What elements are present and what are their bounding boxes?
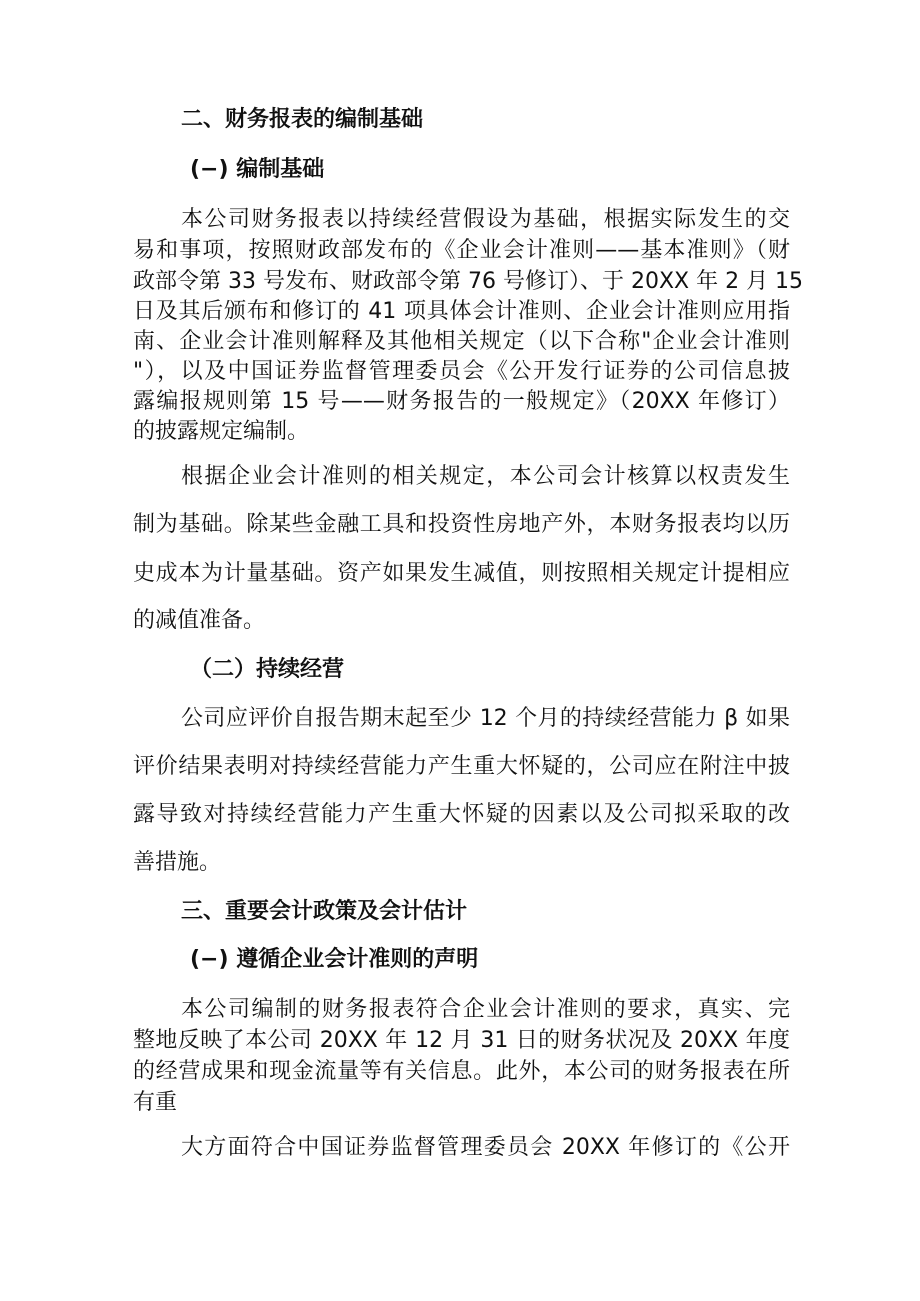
subsection-heading-going-concern: （二）持续经营 <box>190 657 345 682</box>
paragraph-line: 评价结果表明对持续经营能力产生重大怀疑的，公司应在附注中披 <box>133 754 790 779</box>
paragraph-line: 公司应评价自报告期末起至少 12 个月的持续经营能力 β 如果 <box>181 706 790 731</box>
paragraph-line: 露导致对持续经营能力产生重大怀疑的因素以及公司拟采取的改 <box>133 802 790 827</box>
paragraph-line: 南、企业会计准则解释及其他相关规定（以下合称"企业会计准则 <box>133 329 790 354</box>
paragraph-line: 善措施。 <box>133 850 222 875</box>
paragraph-line: 露编报规则第 15 号——财务报告的一般规定》（20XX 年修订） <box>133 389 790 414</box>
subsection-heading-compliance: (−) 遵循企业会计准则的声明 <box>190 947 479 972</box>
paragraph-line: 根据企业会计准则的相关规定，本公司会计核算以权责发生 <box>181 464 790 489</box>
paragraph-line: 史成本为计量基础。资产如果发生减值，则按照相关规定计提相应 <box>133 561 790 586</box>
paragraph-line: 制为基础。除某些金融工具和投资性房地产外，本财务报表均以历 <box>133 512 790 537</box>
paragraph-line: 大方面符合中国证券监督管理委员会 20XX 年修订的《公开 <box>181 1135 790 1160</box>
paragraph-line: 政部令第 33 号发布、财政部令第 76 号修订）、于 20XX 年 2 月 15 <box>133 269 804 294</box>
paragraph-line: 的披露规定编制。 <box>133 419 310 444</box>
paragraph-line: 的减值准备。 <box>133 608 266 633</box>
paragraph-line: 日及其后颁布和修订的 41 项具体会计准则、企业会计准则应用指 <box>133 299 790 324</box>
subsection-heading-basis: (−) 编制基础 <box>190 157 325 182</box>
paragraph-line: 本公司财务报表以持续经营假设为基础，根据实际发生的交 <box>181 207 790 232</box>
paragraph-line: 整地反映了本公司 20XX 年 12 月 31 日的财务状况及 20XX 年度 <box>133 1028 790 1053</box>
paragraph-line: 有重 <box>133 1090 178 1115</box>
paragraph-line: 的经营成果和现金流量等有关信息。此外，本公司的财务报表在所 <box>133 1059 790 1084</box>
section-heading-3: 三、重要会计政策及会计估计 <box>181 899 468 924</box>
section-heading-2: 二、财务报表的编制基础 <box>181 107 424 132</box>
paragraph-line: "），以及中国证券监督管理委员会《公开发行证券的公司信息披 <box>133 359 790 384</box>
paragraph-line: 本公司编制的财务报表符合企业会计准则的要求，真实、完 <box>181 997 790 1022</box>
paragraph-line: 易和事项，按照财政部发布的《企业会计准则——基本准则》（财 <box>133 238 790 263</box>
